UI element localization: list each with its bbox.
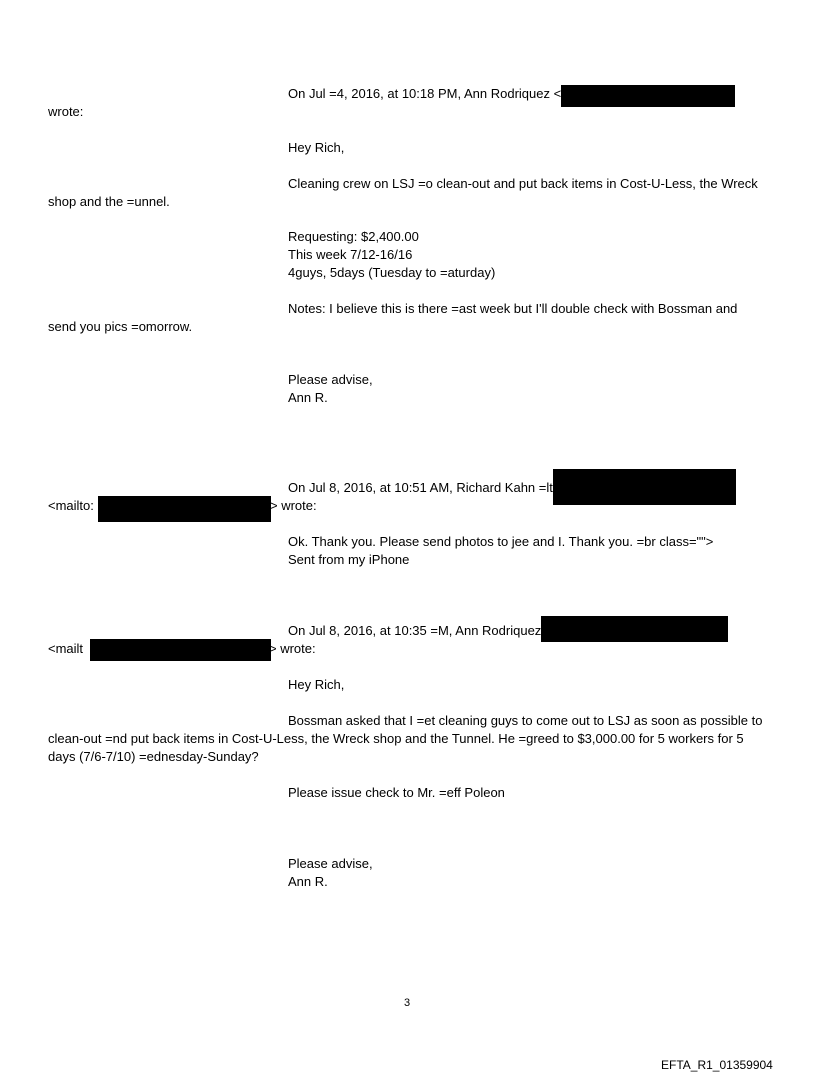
msg3-wrote: > wrote: (269, 641, 316, 656)
msg1-week: This week 7/12-16/16 (288, 247, 413, 262)
msg2-sent-from: Sent from my iPhone (288, 552, 410, 567)
msg3-body-rest: clean-out =nd put back items in Cost-U-Less, the Wreck shop and the Tunnel. He =greed to $3,000.00 for 5 workers for 5 days (7/6-7/10) =ednesday-Sunday? (48, 731, 744, 764)
msg1-header: On Jul =4, 2016, at 10:18 PM, Ann Rodriquez < (288, 86, 562, 101)
msg1-wrote: wrote: (48, 104, 84, 119)
msg3-header: On Jul 8, 2016, at 10:35 =M, Ann Rodriquez (288, 623, 542, 638)
redaction-box (553, 469, 736, 505)
msg3-mailto-prefix: <mailt (48, 641, 84, 656)
bates-number: EFTA_R1_01359904 (661, 1058, 773, 1072)
msg1-greeting: Hey Rich, (288, 140, 345, 155)
msg1-closing: Please advise, (288, 372, 373, 387)
msg3-greeting: Hey Rich, (288, 677, 345, 692)
msg1-crew: 4guys, 5days (Tuesday to =aturday) (288, 265, 496, 280)
msg2-wrote: > wrote: (270, 498, 317, 513)
msg3-closing: Please advise, (288, 856, 373, 871)
msg3-body-line1: Bossman asked that I =et cleaning guys to come out to LSJ as soon as possible to (288, 713, 763, 728)
msg1-notes-line1: Notes: I believe this is there =ast week but I'll double check with Bossman and (288, 301, 738, 316)
msg2-mailto-prefix: <mailto: (48, 498, 94, 513)
msg3-signature: Ann R. (288, 874, 328, 889)
msg1-signature: Ann R. (288, 390, 328, 405)
msg1-body-line2: shop and the =unnel. (48, 194, 170, 209)
msg1-requesting: Requesting: $2,400.00 (288, 229, 419, 244)
msg2-body: Ok. Thank you. Please send photos to jee and I. Thank you. =br class=""> (288, 534, 714, 549)
msg1-body-line1: Cleaning crew on LSJ =o clean-out and put back items in Cost-U-Less, the Wreck (288, 176, 758, 191)
redaction-box (541, 616, 728, 642)
redaction-box (98, 496, 271, 522)
redaction-box (90, 639, 271, 661)
msg3-check: Please issue check to Mr. =eff Poleon (288, 785, 505, 800)
redaction-box (561, 85, 735, 107)
msg1-notes-line2: send you pics =omorrow. (48, 319, 193, 334)
msg2-header: On Jul 8, 2016, at 10:51 AM, Richard Kahn =lt (288, 480, 553, 495)
page-number: 3 (404, 997, 411, 1009)
